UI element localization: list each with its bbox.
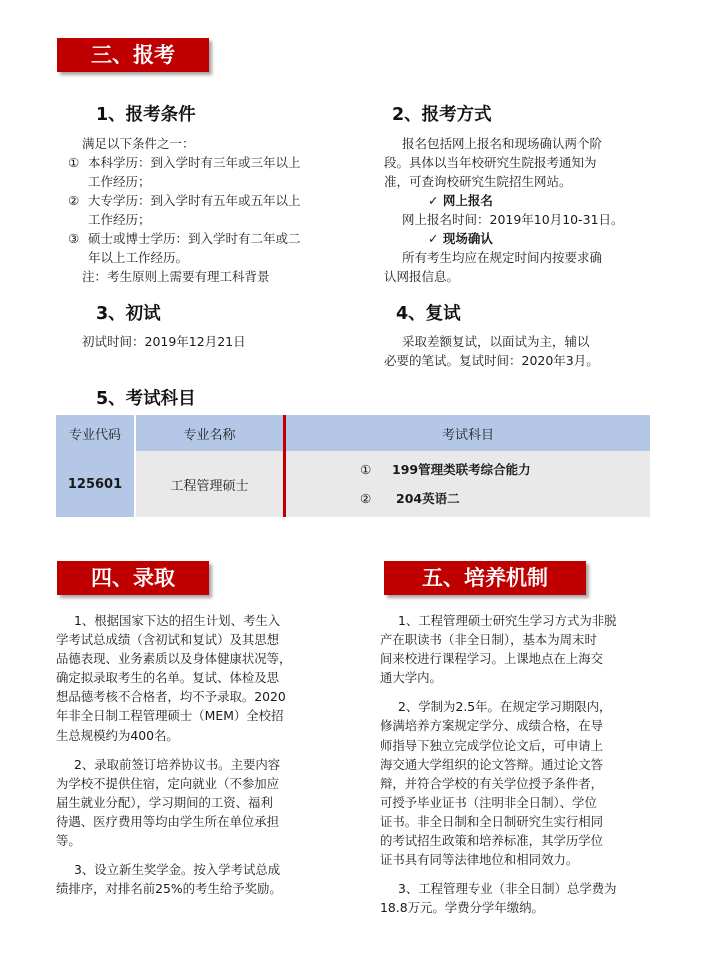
text-line: 证书具有同等法律地位和相同效力。	[380, 852, 579, 868]
method-text-line: 准，可查询校研究生院招生网站。	[384, 174, 572, 189]
text-line: 3、设立新生奖学金。按入学考试总成	[74, 862, 281, 878]
text-line: 1、根据国家下达的招生计划、考生入	[74, 613, 281, 628]
text-line: 想品德考核不合格者，均不予录取。2020	[56, 689, 286, 705]
text-line: 绩排序，对排名前25%的考生给予奖励。	[56, 881, 282, 897]
exam-subjects-table	[56, 415, 650, 517]
condition-number: ②	[68, 193, 80, 208]
method-text-line: 所有考生均应在规定时间内按要求确	[402, 250, 603, 265]
text-line: 2、学制为2.5年。在规定学习期限内，	[398, 699, 612, 715]
admission-paragraph	[56, 611, 340, 745]
text-line: 产在职读书（非全日制），基本为周末时	[380, 632, 597, 648]
conditions-note: 注：考生原则上需要有理工科背景	[82, 269, 270, 284]
condition-line: 本科学历：到入学时有三年或三年以上	[88, 155, 301, 170]
program-code: 125601	[56, 451, 135, 517]
column-header-name: 专业名称	[135, 415, 285, 451]
retest-block	[384, 332, 664, 370]
section-title-baokao: 三、报考	[57, 38, 209, 72]
exam-subject-number: ②	[360, 491, 372, 506]
training-text	[380, 611, 670, 917]
online-registration-time: 网上报名时间：2019年10月10-31日。	[402, 212, 624, 227]
conditions-intro: 满足以下条件之一：	[82, 136, 195, 151]
column-header-code: 专业代码	[56, 415, 135, 451]
exam-subject-item	[360, 484, 650, 513]
text-line: 间来校进行课程学习。上课地点在上海交	[380, 651, 604, 667]
condition-line: 硕士或博士学历：到入学时有二年或二	[88, 231, 301, 246]
text-line: 为学校不提供住宿，定向就业（不参加应	[56, 775, 280, 791]
section-title-peiyang: 五、培养机制	[384, 561, 586, 595]
exam-subject-name: 204英语二	[396, 491, 460, 506]
column-header-subjects: 考试科目	[285, 415, 651, 451]
exam-subject-list	[285, 451, 651, 517]
program-name: 工程管理硕士	[135, 451, 285, 517]
text-line: 确定拟录取考生的名单。复试、体检及思	[56, 670, 280, 686]
subjects-heading: 5、考试科目	[96, 389, 196, 409]
onsite-confirmation-check: ✓ 现场确认	[428, 231, 493, 246]
text-line: 辩，并符合学校的有关学位授予条件者，	[380, 775, 604, 791]
condition-item	[68, 153, 358, 191]
text-line: 2、录取前签订培养协议书。主要内容	[74, 756, 281, 772]
admission-paragraph	[56, 755, 340, 850]
table-row	[56, 451, 650, 517]
admission-text	[56, 611, 340, 898]
text-line: 师指导下独立完成学位论文后，可申请上	[380, 737, 604, 753]
condition-line: 年以上工作经历。	[88, 250, 189, 265]
text-line: 生总规模约为400名。	[56, 727, 179, 743]
exam-subject-name: 199管理类联考综合能力	[392, 462, 531, 477]
method-heading: 2、报考方式	[392, 105, 492, 125]
method-text-line: 认网报信息。	[384, 269, 460, 284]
text-line: 年非全日制工程管理硕士（MEM）全校招	[56, 708, 284, 724]
training-paragraph	[380, 611, 670, 687]
online-registration-check: ✓ 网上报名	[428, 193, 493, 208]
method-text-line: 段。具体以当年校研究生院报考通知为	[384, 155, 597, 170]
text-line: 1、工程管理硕士研究生学习方式为非脱	[398, 613, 617, 628]
condition-line: 工作经历；	[88, 212, 151, 227]
condition-line: 大专学历：到入学时有五年或五年以上	[88, 193, 301, 208]
training-paragraph	[380, 879, 670, 917]
text-line: 3、工程管理专业（非全日制）总学费为	[398, 881, 617, 897]
exam-subject-number: ①	[360, 462, 372, 477]
conditions-heading: 1、报考条件	[96, 105, 196, 125]
text-line: 修满培养方案规定学分、成绩合格，在导	[380, 718, 604, 734]
training-paragraph	[380, 697, 670, 869]
text-line: 待遇、医疗费用等均由学生所在单位承担	[56, 813, 280, 829]
admission-paragraph	[56, 860, 340, 898]
prelim-text: 初试时间：2019年12月21日	[82, 334, 246, 349]
condition-number: ③	[68, 231, 80, 246]
text-line: 届生就业分配），学习期间的工资、福利	[56, 794, 273, 810]
condition-item	[68, 229, 358, 267]
exam-subject-item	[360, 455, 650, 484]
text-line: 等。	[56, 833, 81, 849]
text-line: 通大学内。	[380, 670, 442, 686]
method-text-line: 报名包括网上报名和现场确认两个阶	[402, 136, 603, 151]
method-block	[384, 134, 664, 286]
retest-line: 必要的笔试。复试时间：2020年3月。	[384, 353, 599, 368]
text-line: 可授予毕业证书（注明非全日制）、学位	[380, 794, 597, 810]
condition-item	[68, 191, 358, 229]
conditions-block	[68, 134, 358, 286]
retest-line: 采取差额复试，以面试为主，辅以	[402, 334, 590, 349]
text-line: 的考试招生政策和培养标准，其学历学位	[380, 833, 604, 849]
text-line: 学考试总成绩（含初试和复试）及其思想	[56, 632, 280, 648]
retest-heading: 4、复试	[396, 304, 461, 324]
prelim-heading: 3、初试	[96, 304, 161, 324]
text-line: 品德表现、业务素质以及身体健康状况等，	[56, 651, 292, 667]
text-line: 证书。非全日制和全日制研究生实行相同	[380, 813, 604, 829]
text-line: 18.8万元。学费分学年缴纳。	[380, 900, 544, 916]
condition-line: 工作经历；	[88, 174, 151, 189]
condition-number: ①	[68, 155, 80, 170]
section-title-luqu: 四、录取	[57, 561, 209, 595]
text-line: 海交通大学组织的论文答辩。通过论文答	[380, 756, 604, 772]
